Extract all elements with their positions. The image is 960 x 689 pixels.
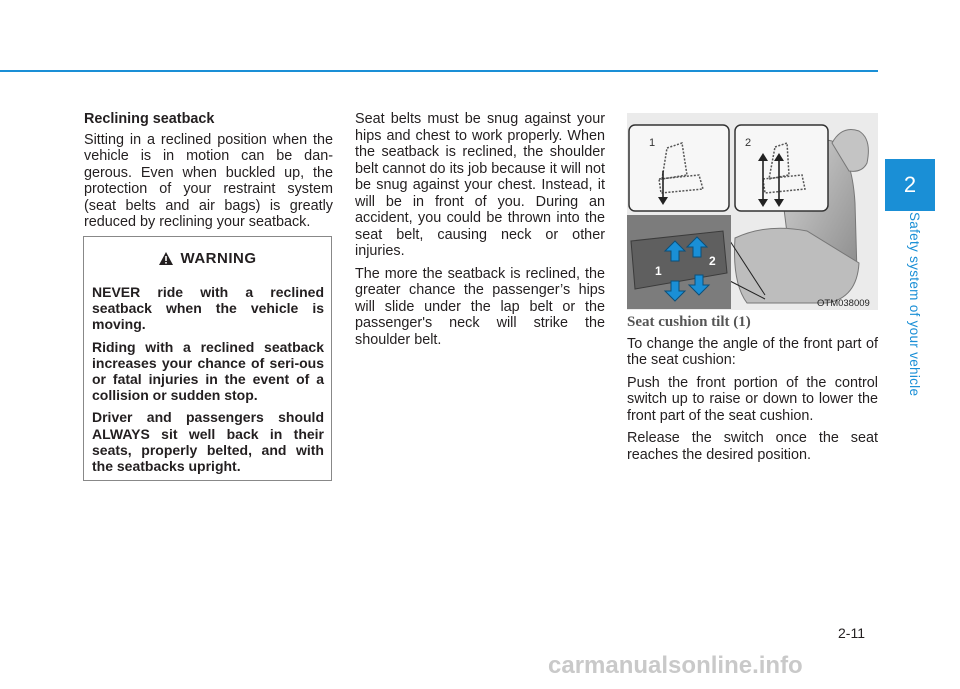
inset-1-label: 1 bbox=[649, 137, 656, 149]
inset-2-label: 2 bbox=[745, 137, 752, 149]
column-2 bbox=[355, 111, 605, 354]
chapter-tab bbox=[885, 159, 935, 211]
header-rule bbox=[0, 70, 878, 72]
seatbelt-paragraph: Seat belts must be snug against your hips and chest to work properly. When the seatback is reclined, the shoulder belt cannot do its job because it will not be snug against your chest. Instead, it will be in front of you. During an accident, you could be thrown into the seat belt, causing neck or other injuries. bbox=[355, 111, 605, 259]
switch-label-1: 1 bbox=[655, 264, 662, 278]
warning-paragraph: Driver and passengers should ALWAYS sit well back in their seats, properly belted, and with the seatbacks upright. bbox=[92, 409, 324, 475]
seat-illustration bbox=[627, 113, 878, 310]
warning-paragraph: NEVER ride with a reclined seatback when the vehicle is moving. bbox=[92, 284, 324, 333]
warning-title: WARNING bbox=[180, 249, 257, 267]
section-heading-reclining-seatback: Reclining seatback bbox=[84, 111, 215, 127]
section-heading-seat-cushion-tilt: Seat cushion tilt (1) bbox=[627, 314, 751, 330]
warning-triangle-icon bbox=[159, 252, 173, 265]
warning-paragraph: Riding with a reclined seatback increases your chance of seri-ous or fatal injuries in the event of a collision or sudden stop. bbox=[92, 338, 324, 404]
column-3 bbox=[627, 314, 878, 469]
page-number: 2-11 bbox=[838, 625, 865, 641]
figure-code: OTM038009 bbox=[817, 298, 870, 309]
watermark: carmanualsonline.info bbox=[548, 652, 803, 679]
inset-1-frame bbox=[629, 125, 729, 211]
cushion-paragraph: To change the angle of the front part of the seat cushion: bbox=[627, 335, 878, 368]
warning-body bbox=[92, 284, 324, 480]
warning-header bbox=[84, 237, 331, 279]
warning-box bbox=[83, 236, 332, 481]
seat-figure bbox=[627, 113, 878, 310]
cushion-paragraph: Release the switch once the seat reaches the desired position. bbox=[627, 430, 878, 463]
cushion-paragraph: Push the front portion of the control switch up to raise or down to lower the front part of the seat cushion. bbox=[627, 374, 878, 424]
seatbelt-paragraph: The more the seatback is reclined, the greater chance the passenger’s hips will slide under the lap belt or the passenger's neck will strike the shoulder belt. bbox=[355, 265, 605, 348]
chapter-title: Safety system of your vehicle bbox=[907, 212, 922, 397]
column-1 bbox=[84, 111, 333, 237]
chapter-number: 2 bbox=[903, 172, 917, 197]
reclining-paragraph: Sitting in a reclined position when the vehicle is in motion can be dan-gerous. Even when buckled up, the protection of your restraint system (seat belts and air bags) is greatly reduced by reclining your seatback. bbox=[84, 131, 333, 230]
switch-label-2: 2 bbox=[709, 254, 716, 268]
